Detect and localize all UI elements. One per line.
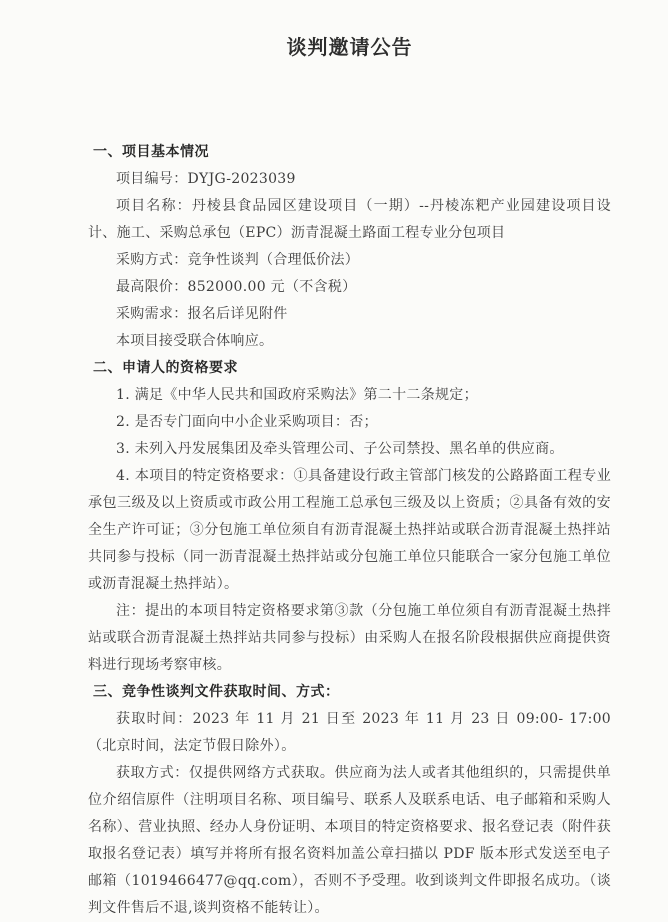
paragraph-acquisition-method: 获取方式：仅提供网络方式获取。供应商为法人或者其他组织的，只需提供单位介绍信原件（注明项目名称、项目编号、联系人及联系电话、电子邮箱和采购人名称）、营业执照、经办人身份证明、本项目的特定资格要求、报名登记表（附件获取报名登记表）填写并将所有报名资料加盖公章扫描以 PDF 版本形式发送至电子邮箱（1019466477@qq.com），否则不予受理。收到谈判文件即报名成功。（谈判文件售后不退,谈判资格不能转让）。	[88, 765, 611, 916]
paragraph-qualification-note: 注：提出的本项目特定资格要求第③款（分包施工单位须自有沥青混凝土热拌站或联合沥青混凝土热拌站共同参与投标）由采购人在报名阶段根据供应商提供资料进行现场考察审核。	[88, 603, 611, 673]
paragraph-procurement-requirements: 采购需求：报名后详见附件	[116, 306, 288, 322]
paragraph-qualification-2: 2. 是否专门面向中小企业采购项目：否；	[116, 414, 378, 430]
paragraph-project-name: 项目名称：丹棱县食品园区建设项目（一期）--丹棱冻粑产业园建设项目设计、施工、采购总承包（EPC）沥青混凝土路面工程专业分包项目	[88, 198, 611, 241]
paragraph-project-number: 项目编号：DYJG-2023039	[116, 171, 296, 187]
paragraph-procurement-method: 采购方式：竞争性谈判（合理低价法）	[116, 252, 360, 268]
section-heading-project-basic-info: 一、项目基本情况	[93, 144, 209, 160]
paragraph-max-price: 最高限价：852000.00 元（不含税）	[116, 279, 357, 295]
section-document-acquisition	[88, 679, 611, 922]
section-applicant-qualifications	[88, 355, 611, 679]
paragraph-qualification-3: 3. 未列入丹发展集团及牵头管理公司、子公司禁投、黑名单的供应商。	[116, 441, 564, 457]
page-title: 谈判邀请公告	[286, 35, 413, 59]
paragraph-qualification-4: 4. 本项目的特定资格要求：①具备建设行政主管部门核发的公路路面工程专业承包三级及以上资质或市政公用工程施工总承包三级及以上资质；②具备有效的安全生产许可证；③分包施工单位须自有沥青混凝土热拌站或联合沥青混凝土热拌站共同参与投标（同一沥青混凝土热拌站或分包施工单位只能联合一家分包施工单位或沥青混凝土热拌站）。	[88, 468, 611, 592]
paragraph-consortium-response-note: 本项目接受联合体响应。	[116, 333, 274, 349]
section-heading-document-acquisition: 三、竞争性谈判文件获取时间、方式：	[93, 684, 340, 700]
section-heading-applicant-qualifications: 二、申请人的资格要求	[93, 360, 238, 376]
paragraph-qualification-1: 1. 满足《中华人民共和国政府采购法》第二十二条规定；	[116, 387, 478, 403]
section-project-basic-info	[88, 139, 611, 355]
paragraph-acquisition-time: 获取时间：2023 年 11 月 21 日至 2023 年 11 月 23 日 09:00- 17:00（北京时间，法定节假日除外）。	[88, 711, 611, 754]
